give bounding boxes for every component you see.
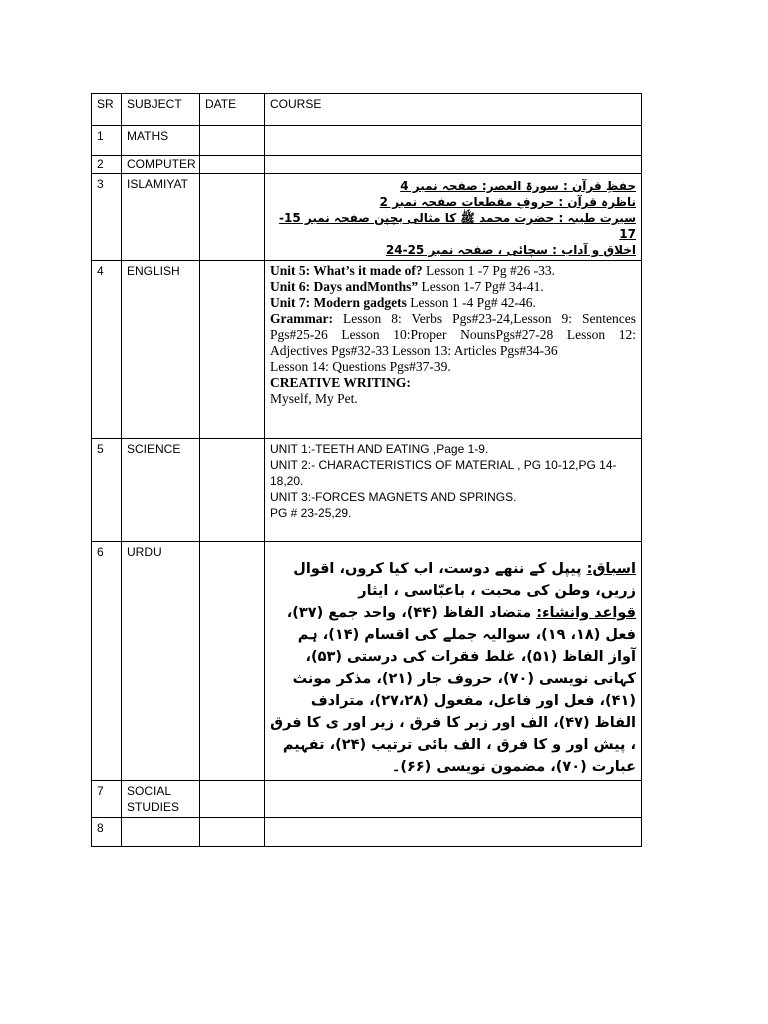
grammar-detail: Lesson 8: Verbs Pgs#23-24,Lesson 9: Sentences Pgs#25-26 Lesson 10:Proper NounsPgs#27-28 Lesson 12: Adjectives Pgs#32-33 Lesson 13: Articles Pgs#34-36	[270, 311, 636, 358]
islamiyat-line: سیرت طیبہ : حضرت محمد ﷺ کا مثالی بچپن صفحہ نمبر 15-17	[279, 211, 636, 241]
table-row	[92, 156, 642, 174]
unit-detail: Lesson 1 -7 Pg #26 -33.	[422, 263, 555, 278]
unit-detail: Lesson 1-7 Pg# 34-41.	[418, 279, 544, 294]
science-line: UNIT 1:-TEETH AND EATING ,Page 1-9.	[270, 442, 489, 456]
date-cell	[200, 156, 265, 174]
date-cell	[200, 174, 265, 261]
course-cell	[265, 126, 642, 156]
unit-detail: Lesson 1 -4 Pg# 42-46.	[406, 295, 536, 310]
science-line: PG # 23-25,29.	[270, 506, 352, 520]
subject-cell: ENGLISH	[122, 261, 200, 439]
english-grammar	[270, 311, 636, 359]
header-sr: SR	[92, 94, 122, 126]
date-cell	[200, 542, 265, 781]
table-row	[92, 818, 642, 847]
date-cell	[200, 126, 265, 156]
subject-cell: SOCIAL STUDIES	[122, 781, 200, 818]
table-row	[92, 261, 642, 439]
sr-cell: 5	[92, 439, 122, 542]
subject-cell: SCIENCE	[122, 439, 200, 542]
course-cell	[265, 818, 642, 847]
header-course: COURSE	[265, 94, 642, 126]
course-cell	[265, 156, 642, 174]
unit-title: Unit 5: What’s it made of?	[270, 263, 423, 278]
sr-cell: 3	[92, 174, 122, 261]
course-cell	[265, 439, 642, 542]
header-row	[92, 94, 642, 126]
urdu-grammar	[270, 602, 636, 778]
islamiyat-line: حفظِ قرآن : سورۃ العصر: صفحہ نمبر 4	[400, 179, 636, 193]
english-unit-5	[270, 263, 636, 279]
english-unit-6	[270, 279, 636, 295]
date-cell	[200, 261, 265, 439]
date-cell	[200, 439, 265, 542]
urdu-lessons-label: اسباق:	[586, 561, 636, 577]
urdu-grammar-text: متضاد الفاظ (۴۴)، واحد جمع (۳۷)، فعل (۱۸، ۱۹)، سوالیہ جملے کی اقسام (۱۴)، ہم آواز الفاظ (۵۱)، غلط فقرات کی درستی (۵۳)، کہانی نویسی (۷۰)، حروف جار (۲۱)، مذکر مونث (۴۱)، فعل اور فاعل، مفعول (۲۷،۲۸)، مترادف الفاظ (۴۷)، الف اور زبر کا فرق ، زیر اور ی کا فرق ، پیش اور و کا فرق ، الف بائی ترتیب (۲۴)، تفہیم عبارت (۷۰)، مضمون نویسی (۶۶)۔	[270, 605, 636, 775]
course-cell	[265, 174, 642, 261]
sr-cell: 8	[92, 818, 122, 847]
english-lesson-14: Lesson 14: Questions Pgs#37-39.	[270, 359, 451, 374]
table-row	[92, 781, 642, 818]
islamiyat-line: اخلاق و آداب : سچائی ، صفحہ نمبر 25-24	[385, 243, 636, 257]
grammar-title: Grammar:	[270, 311, 333, 326]
table-row	[92, 126, 642, 156]
date-cell	[200, 781, 265, 818]
course-cell	[265, 542, 642, 781]
table-row	[92, 174, 642, 261]
sr-cell: 2	[92, 156, 122, 174]
creative-writing-title: CREATIVE WRITING:	[270, 375, 411, 390]
english-unit-7	[270, 295, 636, 311]
science-line: UNIT 3:-FORCES MAGNETS AND SPRINGS.	[270, 490, 517, 504]
sr-cell: 6	[92, 542, 122, 781]
syllabus-table	[91, 93, 642, 847]
creative-writing-detail: Myself, My Pet.	[270, 391, 358, 406]
sr-cell: 1	[92, 126, 122, 156]
course-cell	[265, 781, 642, 818]
urdu-lessons	[270, 558, 636, 602]
urdu-lessons-text: پیپل کے ننھے دوست، اب کیا کروں، اقوال زریں، وطن کی محبت ، باعبّاسی ، ایثار	[293, 561, 636, 599]
sr-cell: 4	[92, 261, 122, 439]
table-row	[92, 439, 642, 542]
subject-cell: COMPUTER	[122, 156, 200, 174]
science-line: UNIT 2:- CHARACTERISTICS OF MATERIAL , PG 10-12,PG 14-18,20.	[270, 458, 617, 488]
subject-cell: ISLAMIYAT	[122, 174, 200, 261]
table-row	[92, 542, 642, 781]
subject-cell	[122, 818, 200, 847]
urdu-grammar-label: قواعد وانشاء:	[536, 605, 636, 621]
subject-cell: URDU	[122, 542, 200, 781]
course-cell	[265, 261, 642, 439]
unit-title: Unit 6: Days andMonths”	[270, 279, 419, 294]
unit-title: Unit 7: Modern gadgets	[270, 295, 407, 310]
date-cell	[200, 818, 265, 847]
sr-cell: 7	[92, 781, 122, 818]
header-date: DATE	[200, 94, 265, 126]
islamiyat-line: ناظرہ قرآن : حروفِ مقطعات صفحہ نمبر 2	[379, 195, 636, 209]
subject-cell: MATHS	[122, 126, 200, 156]
header-subject: SUBJECT	[122, 94, 200, 126]
